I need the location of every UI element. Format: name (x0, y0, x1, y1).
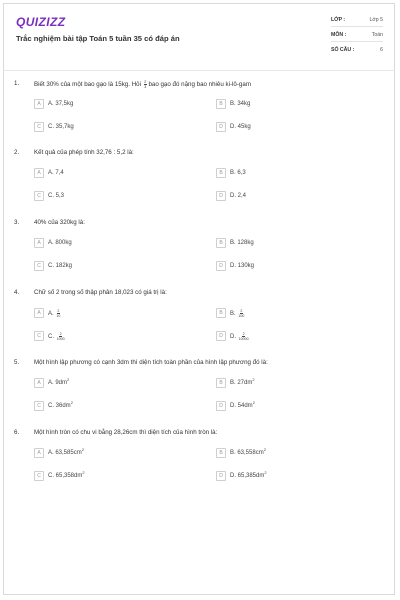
question-text (34, 80, 251, 89)
meta-question-count (331, 47, 383, 56)
option-text: D. 2,4 (230, 193, 247, 199)
option-value: B. 27dm (230, 380, 253, 386)
option-b[interactable] (216, 237, 254, 249)
fraction-numerator: 2 (240, 308, 243, 313)
option-letter-box: B (216, 99, 226, 109)
option-letter-box: C (34, 122, 44, 132)
option-prefix: A. (48, 310, 54, 317)
option-c[interactable] (34, 470, 85, 482)
option-text: C. 35,7kg (48, 124, 74, 130)
option-text: D. 45kg (230, 124, 251, 130)
fraction-denominator: 10000 (238, 336, 249, 341)
option-a[interactable] (34, 167, 64, 179)
option-text (230, 447, 266, 456)
fraction (238, 309, 244, 318)
option-text (48, 470, 85, 479)
option-text: A. 800kg (48, 240, 72, 246)
option-letter-box: C (34, 261, 44, 271)
option-a[interactable] (34, 377, 69, 389)
question-text: Kết quả của phép tính 32,76 : 5,2 là: (34, 149, 134, 156)
option-letter-box: C (34, 191, 44, 201)
option-text: A. 7,4 (48, 170, 64, 176)
option-text (48, 377, 70, 386)
option-text: B. 34kg (230, 101, 251, 107)
meta-grade (331, 17, 383, 27)
meta-subject-label: MÔN : (331, 32, 347, 38)
question-number: 5. (14, 359, 20, 366)
option-letter-box: C (34, 331, 44, 341)
option-text (48, 447, 84, 456)
superscript: 2 (252, 377, 255, 382)
fraction (57, 332, 65, 341)
fraction-denominator: 1000 (56, 336, 65, 341)
option-value: B. 63,558cm (230, 450, 264, 456)
question-number: 3. (14, 219, 20, 226)
superscript: 2 (67, 377, 70, 382)
fraction-numerator: 2 (57, 308, 60, 313)
option-value: D. 54dm (230, 403, 253, 409)
option-text: B. 6,3 (230, 170, 246, 176)
question-number: 2. (14, 149, 20, 156)
option-text: D. 130kg (230, 263, 255, 269)
meta-question-count-value: 6 (380, 47, 383, 53)
option-letter-box: B (216, 168, 226, 178)
meta-subject-value: Toán (371, 32, 383, 38)
option-value: D. 65,385dm (230, 473, 265, 479)
option-letter-box: B (216, 238, 226, 248)
option-text (230, 470, 267, 479)
option-text (48, 332, 65, 341)
worksheet-page (3, 3, 395, 595)
option-prefix: D. (230, 333, 236, 340)
option-letter-box: D (216, 261, 226, 271)
meta-question-count-label: SỐ CÂU : (331, 47, 355, 53)
option-c[interactable] (34, 260, 72, 272)
option-a[interactable] (34, 307, 60, 319)
option-letter-box: A (34, 238, 44, 248)
option-text: A. 37,5kg (48, 101, 74, 107)
meta-subject (331, 32, 383, 42)
option-b[interactable] (216, 447, 266, 459)
option-c[interactable] (34, 121, 74, 133)
option-d[interactable] (216, 190, 246, 202)
option-a[interactable] (34, 447, 84, 459)
option-letter-box: B (216, 448, 226, 458)
option-d[interactable] (216, 400, 255, 412)
option-text (230, 400, 255, 409)
option-prefix: C. (48, 333, 54, 340)
option-letter-box: C (34, 471, 44, 481)
option-text (230, 377, 255, 386)
option-d[interactable] (216, 330, 249, 342)
option-letter-box: A (34, 448, 44, 458)
option-d[interactable] (216, 121, 251, 133)
meta-grade-value: Lớp 5 (369, 17, 383, 23)
superscript: 2 (81, 447, 84, 452)
fraction (144, 80, 147, 89)
quizizz-logo: QUIZIZZ (16, 15, 66, 29)
question-text: Một hình lập phương có cạnh 3dm thì diện tích toàn phần của hình lập phương đó là: (34, 359, 268, 366)
option-text (48, 309, 60, 318)
fraction-denominator: 3 (144, 85, 147, 89)
option-c[interactable] (34, 400, 73, 412)
question-number: 1. (14, 80, 20, 87)
option-letter-box: B (216, 308, 226, 318)
option-value: C. 36dm (48, 403, 71, 409)
option-b[interactable] (216, 98, 250, 110)
option-text (230, 309, 244, 318)
superscript: 2 (263, 447, 266, 452)
header-divider (3, 70, 395, 71)
option-text: B. 128kg (230, 240, 254, 246)
option-b[interactable] (216, 307, 244, 319)
option-value: A. 9dm (48, 380, 68, 386)
question-text-before: Biết 30% của một bao gạo là 15kg. Hỏi (34, 81, 141, 89)
option-d[interactable] (216, 260, 254, 272)
fraction (239, 332, 249, 341)
option-letter-box: A (34, 308, 44, 318)
fraction-denominator: 100 (238, 313, 245, 318)
option-a[interactable] (34, 98, 73, 110)
superscript: 2 (252, 400, 255, 405)
option-c[interactable] (34, 330, 65, 342)
question-text: Một hình tròn có chu vi bằng 28,26cm thì diện tích của hình tròn là: (34, 429, 218, 436)
question-text-after: bao gạo đó nặng bao nhiêu ki-lô-gam (148, 81, 251, 89)
option-b[interactable] (216, 167, 246, 179)
option-letter-box: D (216, 401, 226, 411)
fraction-denominator: 10 (56, 313, 61, 318)
option-text (230, 332, 249, 341)
fraction-numerator: 2 (242, 331, 245, 336)
option-letter-box: B (216, 378, 226, 388)
option-a[interactable] (34, 237, 72, 249)
superscript: 2 (264, 470, 267, 475)
option-letter-box: C (34, 401, 44, 411)
option-prefix: B. (230, 310, 236, 317)
option-d[interactable] (216, 470, 267, 482)
option-letter-box: A (34, 99, 44, 109)
option-text: C. 5,3 (48, 193, 65, 199)
superscript: 2 (70, 400, 73, 405)
option-letter-box: D (216, 471, 226, 481)
option-letter-box: D (216, 191, 226, 201)
question-text: 40% của 320kg là: (34, 219, 85, 226)
question-text: Chữ số 2 trong số thập phân 18,023 có giá trị là: (34, 289, 167, 296)
option-text: C. 182kg (48, 263, 73, 269)
option-b[interactable] (216, 377, 255, 389)
fraction-numerator: 2 (59, 331, 62, 336)
fraction (56, 309, 60, 318)
option-letter-box: D (216, 331, 226, 341)
fraction-numerator: 2 (144, 80, 147, 84)
option-text (48, 400, 73, 409)
option-letter-box: A (34, 168, 44, 178)
option-value: C. 65,358dm (48, 473, 83, 479)
superscript: 2 (82, 470, 85, 475)
question-number: 4. (14, 289, 20, 296)
option-letter-box: D (216, 122, 226, 132)
option-c[interactable] (34, 190, 64, 202)
worksheet-title: Trắc nghiệm bài tập Toán 5 tuần 35 có đáp án (16, 34, 180, 43)
option-letter-box: A (34, 378, 44, 388)
question-number: 6. (14, 429, 20, 436)
meta-grade-label: LỚP : (331, 17, 346, 23)
option-value: A. 63,585cm (48, 450, 82, 456)
